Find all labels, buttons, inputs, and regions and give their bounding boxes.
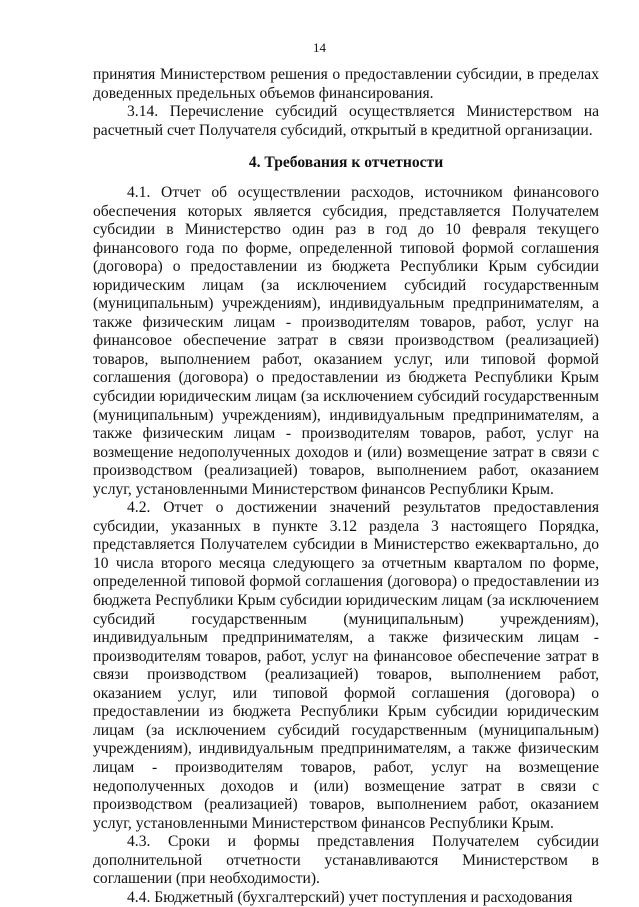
text-block-section-4 xyxy=(93,184,599,907)
page-number: 14 xyxy=(313,40,326,55)
paragraph-4-3: 4.3. Сроки и формы представления Получателем субсидии дополнительной отчетности устанавливаются Министерством в соглашении (при необходимости). xyxy=(93,833,599,888)
paragraph-4-1: 4.1. Отчет об осуществлении расходов, источником финансового обеспечения которых является субсидия, представляется Получателем субсидии в Министерство один раз в год до 10 февраля текущего финансового года по форме, определенной типовой формой соглашения (договора) о предоставлении из бюджета Республики Крым субсидии юридическим лицам (за исключением субсидий государственным (муниципальным) учреждениям), индивидуальным предпринимателям, а также физическим лицам - производителям товаров, работ, услуг на финансовое обеспечение затрат в связи производством (реализацией) товаров, выполнением работ, оказанием услуг, или типовой формой соглашения (договора) о предоставлении из бюджета Республики Крым субсидии юридическим лицам (за исключением субсидий государственным (муниципальным) учреждениям), индивидуальным предпринимателям, а также физическим лицам - производителям товаров, работ, услуг на возмещение недополученных доходов и (или) возмещение затрат в связи с производством (реализацией) товаров, выполнением работ, оказанием услуг, установленными Министерством финансов Республики Крым. xyxy=(93,184,599,498)
section-heading: 4. Требования к отчетности xyxy=(248,154,444,171)
paragraph-4-4: 4.4. Бюджетный (бухгалтерский) учет поступления и расходования xyxy=(127,888,573,906)
paragraph-continuation: принятия Министерством решения о предоставлении субсидии, в пределах доведенных предельных объемов финансирования. xyxy=(93,66,599,102)
paragraph-4-2: 4.2. Отчет о достижении значений результатов предоставления субсидии, указанных в пункте 3.12 раздела 3 настоящего Порядка, представляется Получателем субсидии в Министерство ежеквартально, до 10 числа второго месяца следующего за отчетным кварталом по форме, определенной типовой формой соглашения (договора) о предоставлении из бюджета Республики Крым субсидии юридическим лицам (за исключением субсидий государственным (муниципальным) учреждениям), индивидуальным предпринимателям, а также физическим лицам - производителям товаров, работ, услуг на финансовое обеспечение затрат в связи производством (реализацией) товаров, выполнением работ, оказанием услуг, или типовой формой соглашения (договора) о предоставлении из бюджета Республики Крым субсидии юридическим лицам (за исключением субсидий государственным (муниципальным) учреждениям), индивидуальным предпринимателям, а также физическим лицам - производителям товаров, работ, услуг на возмещение недополученных доходов и (или) возмещение затрат в связи с производством (реализацией) товаров, выполнением работ, оказанием услуг, установленными Министерством финансов Республики Крым. xyxy=(93,499,599,832)
paragraph-3-14: 3.14. Перечисление субсидий осуществляется Министерством на расчетный счет Получателя субсидий, открытый в кредитной организации. xyxy=(93,103,599,139)
text-block-section-3-end xyxy=(93,66,599,140)
